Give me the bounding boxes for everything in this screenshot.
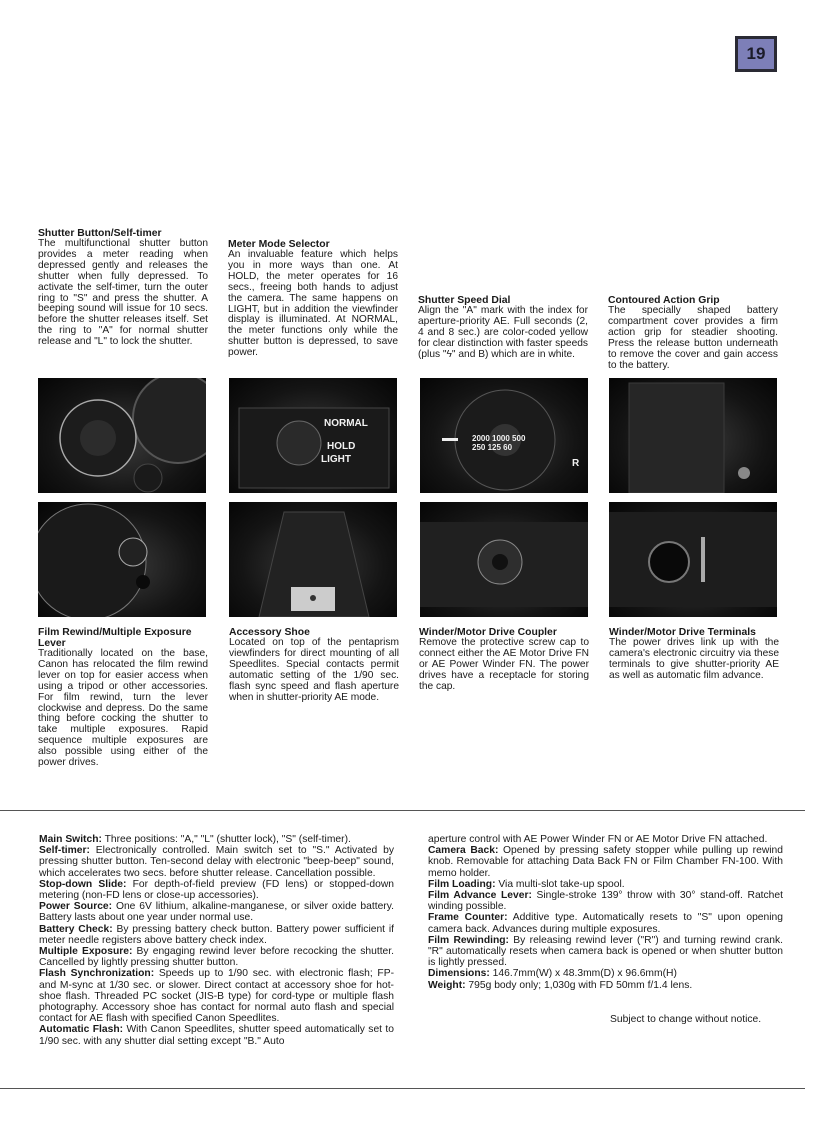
spec-value: Three positions: "A," "L" (shutter lock), "S" (self-timer).: [101, 834, 351, 845]
spec-label: Camera Back:: [428, 845, 499, 857]
divider-top: [0, 810, 805, 811]
feature-shutter-speed-dial: [418, 295, 588, 361]
feature-shutter-button: [38, 228, 208, 348]
photo-meter-mode-selector: [229, 378, 397, 493]
feature-body: The multifunctional shutter button provides a meter reading when depressed gently and releases the shutter when fully depressed. To activate the self-timer, turn the outer ring to "S" and press the shutter. A beeping sound will issue for 10 secs. before the shutter releases itself. Set the ring to "A" for normal shutter release and "L" to lock the shutter.: [38, 238, 208, 348]
feature-title: Accessory Shoe: [229, 627, 310, 638]
spec-label: Dimensions:: [428, 968, 490, 980]
specs-right-column: [428, 834, 783, 991]
spec-label: Multiple Exposure:: [39, 946, 133, 958]
label-speeds: 2000 1000 500 250 125 60: [472, 434, 526, 452]
feature-title: Contoured Action Grip: [608, 295, 720, 306]
feature-title: Winder/Motor Drive Terminals: [609, 627, 756, 638]
spec-item: [39, 834, 394, 845]
spec-item: [39, 1024, 394, 1046]
spec-item: [428, 935, 783, 969]
spec-label: Main Switch:: [39, 834, 102, 845]
photo-motor-drive-terminals: [609, 502, 777, 617]
feature-accessory-shoe: [229, 627, 399, 703]
spec-item: [428, 968, 783, 979]
photo-accessory-shoe: [229, 502, 397, 617]
spec-label: Weight:: [428, 979, 466, 991]
photo-action-grip: [609, 378, 777, 493]
spec-item: [428, 879, 783, 890]
feature-body: Traditionally located on the base, Canon has relocated the film rewind lever on top for easier access when using a tripod or other accessories. For film rewind, turn the lever clockwise and depress. Do the same thing before cocking the shutter to take multiple exposures. Rapid sequence multiple exposures are also possible using either of the power drives.: [38, 648, 208, 769]
feature-title: Film Rewind/Multiple Exposure Lever: [38, 627, 192, 649]
spec-item: [39, 924, 394, 946]
spec-value: Via multi-slot take-up spool.: [495, 878, 625, 890]
spec-label: Self-timer:: [39, 845, 90, 857]
feature-title: Shutter Button/Self-timer: [38, 228, 162, 239]
notice-text: Subject to change without notice.: [610, 1014, 762, 1025]
spec-label: Film Advance Lever:: [428, 890, 532, 902]
page-number: 19: [735, 36, 777, 72]
feature-body: Remove the protective screw cap to connect either the AE Motor Drive FN or AE Power Winder FN. The power drives have a receptacle for storing the cap.: [419, 637, 589, 692]
spec-label: Film Loading:: [428, 878, 496, 890]
feature-motor-drive-terminals: [609, 627, 779, 682]
spec-value: For depth-of-field preview (FD lens) or stopped-down metering (non-FD lens or close-up accessories).: [39, 878, 394, 902]
spec-item: [428, 890, 783, 912]
feature-body: The specially shaped battery compartment cover provides a firm action grip for steadier shooting. Press the release button underneath to remove the cover and gain access to the battery.: [608, 305, 778, 371]
spec-label: Film Rewinding:: [428, 934, 509, 946]
spec-value: One 6V lithium, alkaline-manganese, or silver oxide battery. Battery lasts about one year under normal use.: [39, 901, 394, 924]
spec-value: Single-stroke 139° throw with 30° stand-off. Ratchet winding possible.: [428, 890, 783, 913]
spec-value: By engaging rewind lever before recocking the shutter. Cancelled by lightly pressing shutter button.: [39, 946, 395, 969]
label-r: R: [572, 458, 580, 469]
label-light: LIGHT: [321, 454, 351, 465]
feature-title: Meter Mode Selector: [228, 239, 330, 250]
spec-value: 795g body only; 1,030g with FD 50mm f/1.4 lens.: [465, 979, 693, 991]
spec-value: Opened by pressing safety stopper while pulling up rewind knob. Removable for attaching Data Back FN or Film Chamber FN-100. With memo holder.: [428, 845, 783, 879]
spec-label: Frame Counter:: [428, 912, 508, 924]
feature-motor-drive-coupler: [419, 627, 589, 693]
photo-shutter-button: [38, 378, 206, 493]
spec-label: Automatic Flash:: [39, 1024, 124, 1036]
spec-value: By pressing battery check button. Battery power sufficient if meter needle registers above battery check index.: [39, 923, 395, 946]
spec-label: Power Source:: [39, 901, 113, 913]
label-normal: NORMAL: [324, 418, 368, 429]
spec-value: By releasing rewind lever ("R") and turning rewind crank. "R" automatically resets when camera back is opened or when shutter button is lightly pressed.: [428, 934, 784, 969]
spec-label: Flash Synchronization:: [39, 968, 155, 980]
feature-body: The power drives link up with the camera's electronic circuitry via these terminals to give shutter-priority AE as well as automatic film advance.: [609, 637, 779, 681]
spec-item: [428, 912, 783, 934]
spec-item: [428, 845, 783, 879]
photo-shutter-speed-dial: [420, 378, 588, 493]
spec-value: Additive type. Automatically resets to "S" upon opening camera back. Advances during multiple exposures.: [428, 912, 783, 935]
spec-value: aperture control with AE Power Winder FN or AE Motor Drive FN attached.: [428, 834, 768, 845]
spec-label: Stop-down Slide:: [39, 878, 127, 890]
spec-value: 146.7mm(W) x 48.3mm(D) x 96.6mm(H): [489, 968, 677, 980]
feature-body: Align the "A" mark with the index for aperture-priority AE. Full seconds (2, 4 and 8 sec.) are color-coded yellow for clear distinction with faster speeds (plus "ϟ" and B) which are in white.: [418, 305, 588, 360]
spec-item: [428, 834, 783, 845]
spec-item: [39, 901, 394, 923]
feature-title: Winder/Motor Drive Coupler: [419, 627, 557, 638]
feature-meter-mode: [228, 239, 398, 359]
label-hold: HOLD: [327, 441, 356, 452]
specs-left-column: [39, 834, 394, 1047]
spec-value: Speeds up to 1/90 sec. with electronic flash; FP- and M-sync at 1/30 sec. or slower. Direct contact at accessory shoe for hot-shoe flash. Threaded PC socket (JIS-B type) for cord-type or multiple flash photography. Accessory shoe has contact for normal auto flash and special contact for AE flash with specified Canon Speedlites.: [39, 968, 395, 1025]
spec-value: With Canon Speedlites, shutter speed automatically set to 1/90 sec. with any shutter dial setting except "B." Auto: [39, 1024, 395, 1047]
spec-item: [39, 879, 394, 901]
photo-motor-drive-coupler: [420, 502, 588, 617]
spec-value: Electronically controlled. Main switch set to "S." Activated by pressing shutter button. Ten-second delay with electronic "beep-beep" sound, which accelerates two secs. before shutter release. Cancellation possible.: [39, 845, 394, 879]
photo-film-rewind-lever: [38, 502, 206, 617]
spec-label: Battery Check:: [39, 923, 113, 935]
feature-action-grip: [608, 295, 778, 371]
spec-item: [39, 946, 394, 968]
spec-item: [39, 968, 394, 1024]
feature-title: Shutter Speed Dial: [418, 295, 511, 306]
feature-body: Located on top of the pentaprism viewfinders for direct mounting of all Speedlites. Special contacts permit automatic setting of the 1/90 sec. flash sync speed and flash aperture when in shutter-priority AE mode.: [229, 637, 399, 703]
spec-item: [428, 980, 783, 991]
feature-body: An invaluable feature which helps you in more ways than one. At HOLD, the meter operates for 16 secs., freeing both hands to adjust the camera. The same happens on LIGHT, but in addition the viewfinder display is illuminated. At NORMAL, the meter functions only while the shutter button is depressed, to save power.: [228, 249, 398, 359]
spec-item: [39, 845, 394, 879]
divider-bottom: [0, 1088, 805, 1089]
feature-film-rewind: [38, 627, 208, 769]
